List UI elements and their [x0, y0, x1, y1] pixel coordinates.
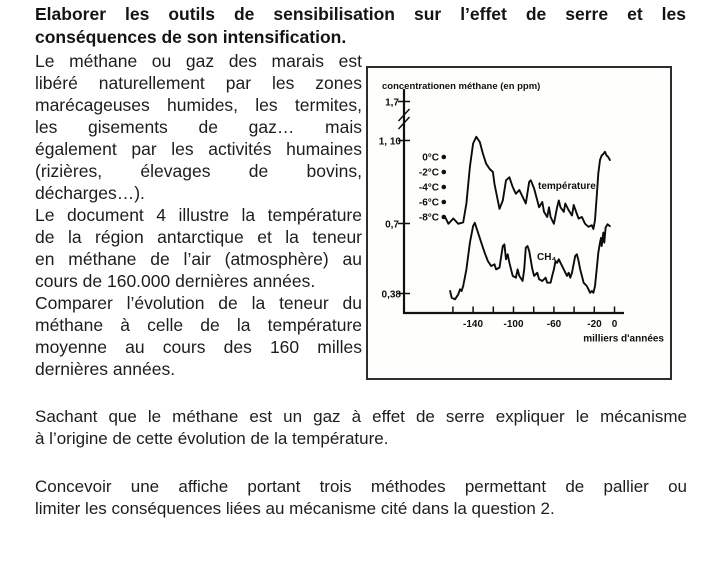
methane-temperature-chart [368, 68, 670, 378]
text-line: Sachant que le méthane est un gaz à effet de serre expliquer le mécanisme [35, 407, 687, 426]
left-text-column [35, 50, 362, 380]
text-line: à l’origine de cette évolution de la température. [35, 429, 389, 448]
temp-scale-dot-icon [442, 155, 447, 160]
text-line: (rizières, élevages de bovins, [35, 161, 362, 181]
x-axis-unit-label: milliers d'années [583, 333, 664, 345]
text-line: marécageuses humides, les termites, [35, 95, 362, 115]
heading-line: conséquences de son intensification. [35, 27, 347, 47]
x-tick-label: -140 [462, 319, 484, 330]
temp-scale-label: -2°C [418, 167, 439, 179]
ch4-curve-label: CH₄ [537, 252, 557, 263]
text-line: cours de 160.000 dernières années. [35, 271, 316, 291]
x-tick-label: -60 [546, 319, 562, 330]
temp-scale-dot-icon [442, 200, 447, 205]
temp-scale-label: -6°C [418, 197, 439, 209]
chart-title: concentrationen méthane (en ppm) [382, 81, 541, 92]
temp-scale-label: -8°C [418, 212, 439, 224]
heading-line: Elaborer les outils de sensibilisation sur l’effet de serre et les [35, 4, 686, 24]
text-line: Le méthane ou gaz des marais est [35, 51, 362, 71]
temp-scale-dot-icon [442, 170, 447, 175]
y-axis-label: 1, 10 [378, 136, 401, 148]
exercise-heading [35, 3, 686, 49]
text-line: Comparer l’évolution de la teneur du [35, 293, 362, 313]
text-line: également par les activités humaines [35, 139, 362, 159]
temperature-curve-label: température [538, 181, 596, 192]
y-axis-label: 0,38 [381, 289, 401, 301]
text-line: dernières années. [35, 359, 176, 379]
x-tick-label: 0 [611, 319, 618, 330]
y-axis-label: 0,7 [385, 219, 399, 231]
x-tick-label: -100 [503, 319, 524, 330]
temp-scale-label: -4°C [418, 182, 439, 194]
text-line: en méthane de l’air (atmosphère) au [35, 249, 362, 269]
text-line: Concevoir une affiche portant trois méthodes permettant de pallier ou [35, 477, 687, 496]
question-paragraph [35, 406, 687, 450]
bottom-questions [35, 406, 687, 520]
y-axis-label: 1,7 [385, 97, 399, 109]
question-paragraph [35, 476, 687, 520]
x-tick-label: -20 [587, 319, 602, 330]
temp-scale-dot-icon [442, 185, 447, 190]
temperature-scale [419, 153, 446, 224]
text-line: méthane à celle de la température [35, 315, 362, 335]
text-line: Le document 4 illustre la température [35, 205, 362, 225]
temp-scale-label: 0°C [422, 152, 439, 164]
text-line: décharges…). [35, 183, 145, 203]
text-line: moyenne au cours des 160 milles [35, 337, 362, 357]
text-line: libéré naturellement par les zones [35, 73, 362, 93]
ch4-curve [450, 223, 610, 299]
text-line: les gisements de gaz… mais [35, 117, 362, 137]
document4-chart-frame [366, 66, 672, 380]
text-line: de la région antarctique et la teneur [35, 227, 362, 247]
text-line: limiter les conséquences liées au mécanisme cité dans la question 2. [35, 499, 555, 518]
